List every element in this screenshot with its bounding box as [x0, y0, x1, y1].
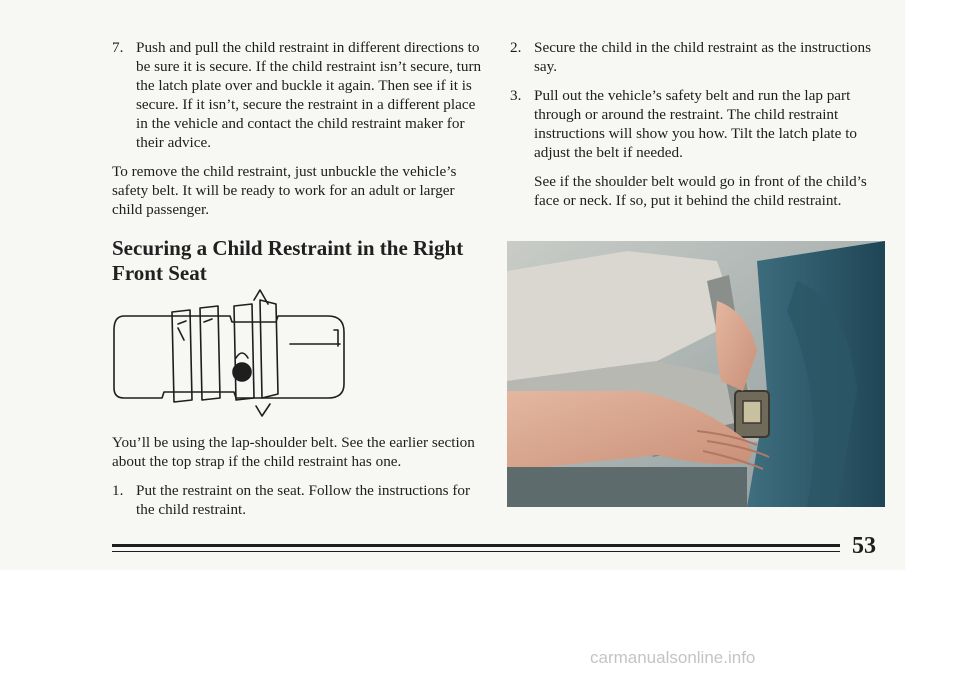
- step-text: Push and pull the child restraint in different directions to be sure it is secure. If the child restraint isn’t secure, turn the latch plate over and buckle it again. Then see if it is secure. If it isn’t, secure the restraint in a different place in the vehicle and contact the child restraint maker for their advice.: [136, 39, 482, 151]
- page-number: 53: [852, 533, 876, 559]
- step-text: Pull out the vehicle’s safety belt and run the lap part through or around the restraint. The child restraint instructions will show you how. Tilt the latch plate to adjust the belt if needed.: [534, 87, 858, 161]
- remove-restraint-paragraph: To remove the child restraint, just unbuckle the vehicle’s safety belt. It will be ready to work for an adult or larger child passenger.: [112, 163, 457, 218]
- vehicle-outline: [114, 316, 344, 398]
- section-heading: Securing a Child Restraint in the Right Front Seat: [112, 236, 464, 285]
- step-number: 7.: [112, 39, 124, 56]
- step-number: 2.: [510, 39, 522, 56]
- lap-shoulder-paragraph: You’ll be using the lap-shoulder belt. See the earlier section about the top strap if the child restraint has one.: [112, 434, 475, 470]
- footer-rule-thin: [112, 551, 840, 552]
- footer-watermark: carmanualsonline.info: [590, 648, 756, 667]
- step-text: Put the restraint on the seat. Follow the instructions for the child restraint.: [136, 482, 471, 518]
- step-text: Secure the child in the child restraint as the instructions say.: [534, 39, 871, 75]
- seat-detail: [236, 353, 248, 358]
- seat-position-marker: [233, 363, 251, 381]
- lower-left-text: [112, 433, 487, 529]
- vehicle-seat-diagram: [112, 288, 352, 418]
- step-7: [112, 38, 487, 152]
- latch-plate: [743, 401, 761, 423]
- step-number: 1.: [112, 482, 124, 499]
- step-number: 3.: [510, 87, 522, 104]
- front-seat-right: [260, 300, 278, 398]
- rear-window: [178, 319, 212, 340]
- step-2: [510, 38, 895, 76]
- front-seat-left: [234, 304, 254, 400]
- step-1: [112, 481, 487, 519]
- rear-seat-left: [172, 310, 192, 402]
- step-3: [510, 86, 895, 162]
- left-column: [112, 38, 487, 229]
- shoulder-belt-paragraph: See if the shoulder belt would go in front of the child’s face or neck. If so, put it behind the child restraint.: [534, 173, 867, 209]
- right-column: [510, 38, 895, 220]
- floor-console: [507, 467, 747, 507]
- footer-rule-thick: [112, 544, 840, 547]
- belt-buckling-photo: [507, 241, 885, 507]
